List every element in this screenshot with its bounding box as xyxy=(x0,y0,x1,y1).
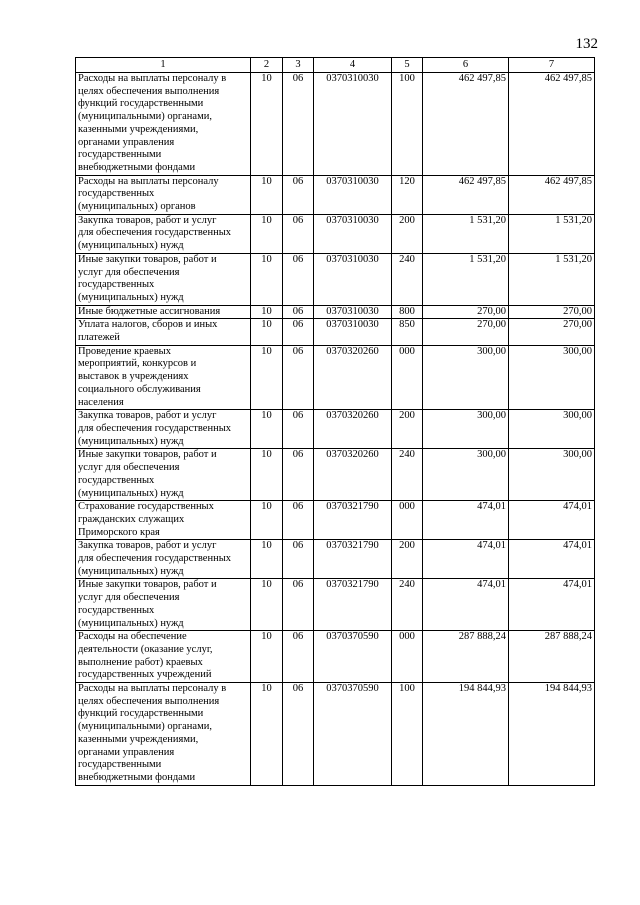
target-article-code: 0370310030 xyxy=(314,214,392,253)
target-article-code: 0370310030 xyxy=(314,253,392,305)
description-line: мероприятий, конкурсов и xyxy=(78,358,197,370)
table-row xyxy=(76,319,595,345)
amount-col-6: 300,00 xyxy=(423,345,509,410)
amount-col-6: 474,01 xyxy=(423,501,509,540)
description-line: (муниципальных) нужд xyxy=(78,291,184,303)
expense-type-code: 200 xyxy=(392,540,423,579)
target-article-code: 0370321790 xyxy=(314,540,392,579)
description-line: (муниципальных) органов xyxy=(78,201,196,213)
amount-col-6: 300,00 xyxy=(423,449,509,501)
target-article-code: 0370320260 xyxy=(314,345,392,410)
table-row xyxy=(76,73,595,176)
table-row xyxy=(76,305,595,319)
table-row xyxy=(76,540,595,579)
description-line: услуг для обеспечения xyxy=(78,266,180,278)
description-line: Иные закупки товаров, работ и xyxy=(78,579,217,591)
amount-col-7: 462 497,85 xyxy=(509,73,595,176)
description-line: государственных xyxy=(78,279,155,291)
row-description xyxy=(76,540,251,579)
expense-type-code: 000 xyxy=(392,345,423,410)
row-description xyxy=(76,683,251,786)
target-article-code: 0370320260 xyxy=(314,410,392,449)
target-article-code: 0370321790 xyxy=(314,579,392,631)
expense-type-code: 240 xyxy=(392,253,423,305)
amount-col-6: 287 888,24 xyxy=(423,631,509,683)
table-row xyxy=(76,579,595,631)
expense-type-code: 240 xyxy=(392,449,423,501)
amount-col-6: 1 531,20 xyxy=(423,253,509,305)
row-description xyxy=(76,449,251,501)
row-description xyxy=(76,305,251,319)
subsection-code: 06 xyxy=(283,501,314,540)
header-col-4: 4 xyxy=(314,58,392,73)
description-line: Приморского края xyxy=(78,526,160,538)
description-line: Расходы на выплаты персоналу в xyxy=(78,683,227,695)
table-row xyxy=(76,631,595,683)
section-code: 10 xyxy=(251,319,283,345)
subsection-code: 06 xyxy=(283,449,314,501)
subsection-code: 06 xyxy=(283,410,314,449)
header-row xyxy=(76,58,595,73)
target-article-code: 0370370590 xyxy=(314,631,392,683)
amount-col-7: 474,01 xyxy=(509,540,595,579)
section-code: 10 xyxy=(251,214,283,253)
section-code: 10 xyxy=(251,73,283,176)
row-description xyxy=(76,631,251,683)
description-line: Страхование государственных xyxy=(78,501,214,513)
subsection-code: 06 xyxy=(283,214,314,253)
section-code: 10 xyxy=(251,683,283,786)
description-line: для обеспечения государственных xyxy=(78,227,231,239)
subsection-code: 06 xyxy=(283,631,314,683)
target-article-code: 0370310030 xyxy=(314,175,392,214)
amount-col-7: 300,00 xyxy=(509,449,595,501)
budget-table xyxy=(75,57,595,786)
description-line: Иные бюджетные ассигнования xyxy=(78,305,221,317)
description-line: Закупка товаров, работ и услуг xyxy=(78,410,217,422)
description-line: (муниципальных) нужд xyxy=(78,240,184,252)
description-line: целях обеспечения выполнения xyxy=(78,85,220,97)
description-line: Иные закупки товаров, работ и xyxy=(78,253,217,265)
section-code: 10 xyxy=(251,253,283,305)
amount-col-7: 1 531,20 xyxy=(509,214,595,253)
amount-col-6: 474,01 xyxy=(423,579,509,631)
target-article-code: 0370310030 xyxy=(314,319,392,345)
section-code: 10 xyxy=(251,449,283,501)
description-line: социального обслуживания xyxy=(78,383,201,395)
section-code: 10 xyxy=(251,501,283,540)
subsection-code: 06 xyxy=(283,319,314,345)
table-row xyxy=(76,410,595,449)
table-row xyxy=(76,683,595,786)
section-code: 10 xyxy=(251,305,283,319)
description-line: платежей xyxy=(78,332,120,344)
description-line: услуг для обеспечения xyxy=(78,592,180,604)
target-article-code: 0370370590 xyxy=(314,683,392,786)
table-row xyxy=(76,175,595,214)
header-col-5: 5 xyxy=(392,58,423,73)
page-number: 132 xyxy=(575,36,598,52)
expense-type-code: 000 xyxy=(392,501,423,540)
amount-col-6: 270,00 xyxy=(423,319,509,345)
description-line: деятельности (оказание услуг, xyxy=(78,643,213,655)
description-line: государственных xyxy=(78,604,155,616)
description-line: для обеспечения государственных xyxy=(78,553,231,565)
description-line: выполнение работ) краевых xyxy=(78,656,203,668)
amount-col-7: 270,00 xyxy=(509,319,595,345)
amount-col-7: 287 888,24 xyxy=(509,631,595,683)
row-description xyxy=(76,214,251,253)
description-line: Расходы на выплаты персоналу xyxy=(78,175,219,187)
description-line: казенными учреждениями, xyxy=(78,733,199,745)
section-code: 10 xyxy=(251,579,283,631)
row-description xyxy=(76,410,251,449)
table-row xyxy=(76,501,595,540)
description-line: казенными учреждениями, xyxy=(78,123,199,135)
amount-col-7: 194 844,93 xyxy=(509,683,595,786)
expense-type-code: 800 xyxy=(392,305,423,319)
description-line: гражданских служащих xyxy=(78,513,185,525)
amount-col-7: 270,00 xyxy=(509,305,595,319)
description-line: услуг для обеспечения xyxy=(78,462,180,474)
subsection-code: 06 xyxy=(283,175,314,214)
expense-type-code: 100 xyxy=(392,73,423,176)
amount-col-7: 300,00 xyxy=(509,345,595,410)
row-description xyxy=(76,175,251,214)
description-line: Закупка товаров, работ и услуг xyxy=(78,540,217,552)
description-line: (муниципальными) органами, xyxy=(78,111,212,123)
target-article-code: 0370310030 xyxy=(314,305,392,319)
description-line: Расходы на обеспечение xyxy=(78,631,187,643)
description-line: (муниципальных) нужд xyxy=(78,487,184,499)
expense-type-code: 120 xyxy=(392,175,423,214)
amount-col-7: 474,01 xyxy=(509,501,595,540)
description-line: (муниципальных) нужд xyxy=(78,617,184,629)
expense-type-code: 850 xyxy=(392,319,423,345)
description-line: (муниципальных) нужд xyxy=(78,565,184,577)
table-row xyxy=(76,253,595,305)
description-line: внебюджетными фондами xyxy=(78,771,196,783)
subsection-code: 06 xyxy=(283,540,314,579)
description-line: государственных xyxy=(78,188,155,200)
amount-col-6: 462 497,85 xyxy=(423,175,509,214)
header-col-7: 7 xyxy=(509,58,595,73)
description-line: Расходы на выплаты персоналу в xyxy=(78,73,227,84)
description-line: функций государственными xyxy=(78,98,204,110)
section-code: 10 xyxy=(251,175,283,214)
section-code: 10 xyxy=(251,410,283,449)
amount-col-6: 462 497,85 xyxy=(423,73,509,176)
header-col-2: 2 xyxy=(251,58,283,73)
expense-type-code: 240 xyxy=(392,579,423,631)
description-line: для обеспечения государственных xyxy=(78,422,231,434)
description-line: внебюджетными фондами xyxy=(78,161,196,173)
amount-col-7: 462 497,85 xyxy=(509,175,595,214)
row-description xyxy=(76,501,251,540)
description-line: (муниципальных) нужд xyxy=(78,435,184,447)
header-col-1: 1 xyxy=(76,58,251,73)
subsection-code: 06 xyxy=(283,683,314,786)
expense-type-code: 000 xyxy=(392,631,423,683)
target-article-code: 0370321790 xyxy=(314,501,392,540)
row-description xyxy=(76,345,251,410)
subsection-code: 06 xyxy=(283,253,314,305)
description-line: органами управления xyxy=(78,746,175,758)
description-line: Проведение краевых xyxy=(78,345,171,357)
expense-type-code: 100 xyxy=(392,683,423,786)
description-line: государственными xyxy=(78,149,162,161)
header-col-6: 6 xyxy=(423,58,509,73)
header-col-3: 3 xyxy=(283,58,314,73)
description-line: Иные закупки товаров, работ и xyxy=(78,449,217,461)
amount-col-6: 1 531,20 xyxy=(423,214,509,253)
description-line: государственными xyxy=(78,759,162,771)
table-row xyxy=(76,449,595,501)
description-line: органами управления xyxy=(78,136,175,148)
amount-col-6: 270,00 xyxy=(423,305,509,319)
table-row xyxy=(76,214,595,253)
description-line: выставок в учреждениях xyxy=(78,371,189,383)
table-row xyxy=(76,345,595,410)
subsection-code: 06 xyxy=(283,73,314,176)
row-description xyxy=(76,253,251,305)
amount-col-7: 1 531,20 xyxy=(509,253,595,305)
description-line: Уплата налогов, сборов и иных xyxy=(78,319,218,331)
row-description xyxy=(76,579,251,631)
row-description xyxy=(76,73,251,176)
subsection-code: 06 xyxy=(283,305,314,319)
section-code: 10 xyxy=(251,631,283,683)
amount-col-6: 474,01 xyxy=(423,540,509,579)
amount-col-7: 474,01 xyxy=(509,579,595,631)
description-line: государственных xyxy=(78,474,155,486)
amount-col-6: 300,00 xyxy=(423,410,509,449)
description-line: государственных учреждений xyxy=(78,669,212,681)
amount-col-6: 194 844,93 xyxy=(423,683,509,786)
description-line: (муниципальными) органами, xyxy=(78,721,212,733)
description-line: функций государственными xyxy=(78,708,204,720)
section-code: 10 xyxy=(251,345,283,410)
amount-col-7: 300,00 xyxy=(509,410,595,449)
subsection-code: 06 xyxy=(283,579,314,631)
section-code: 10 xyxy=(251,540,283,579)
expense-type-code: 200 xyxy=(392,214,423,253)
row-description xyxy=(76,319,251,345)
description-line: целях обеспечения выполнения xyxy=(78,695,220,707)
subsection-code: 06 xyxy=(283,345,314,410)
target-article-code: 0370320260 xyxy=(314,449,392,501)
expense-type-code: 200 xyxy=(392,410,423,449)
target-article-code: 0370310030 xyxy=(314,73,392,176)
description-line: Закупка товаров, работ и услуг xyxy=(78,214,217,226)
description-line: населения xyxy=(78,396,124,408)
